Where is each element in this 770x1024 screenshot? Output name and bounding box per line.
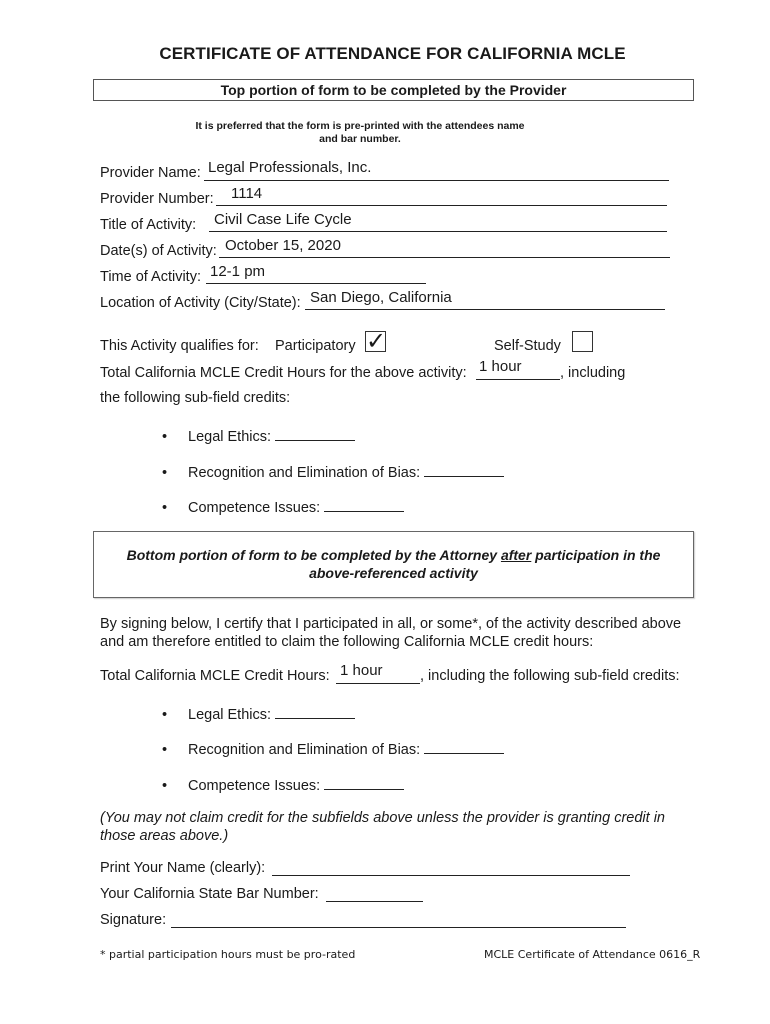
bar-number-label: Your California State Bar Number: xyxy=(100,886,319,902)
attorney-subfield-bias: • Recognition and Elimination of Bias: xyxy=(162,739,504,758)
subfield-intro: the following sub-field credits: xyxy=(100,390,291,406)
attorney-subfield-competence: • Competence Issues: xyxy=(162,775,404,794)
total-hours-label: Total California MCLE Credit Hours for the above activity: xyxy=(100,365,467,381)
provider-section-header: Top portion of form to be completed by the Provider xyxy=(220,82,567,98)
self-study-label: Self-Study xyxy=(494,338,561,354)
provider-name-value: Legal Professionals, Inc. xyxy=(208,159,372,176)
certify-line2: and am therefore entitled to claim the following California MCLE credit hours: xyxy=(100,634,594,650)
including-text: , including xyxy=(560,365,626,381)
footer-note: * partial participation hours must be pro-rated xyxy=(100,948,356,961)
participatory-label: Participatory xyxy=(275,338,356,354)
activity-time-label: Time of Activity: xyxy=(100,269,201,285)
activity-time-value: 12-1 pm xyxy=(210,263,266,280)
activity-dates-line[interactable] xyxy=(219,257,670,258)
activity-title-line[interactable] xyxy=(209,231,667,232)
preference-note xyxy=(150,120,570,146)
qualifies-label: This Activity qualifies for: xyxy=(100,338,259,354)
provider-number-value: 1114 xyxy=(231,185,263,202)
activity-location-value: San Diego, California xyxy=(310,289,452,306)
total-hours-line[interactable] xyxy=(476,379,560,380)
preference-note-line1: It is preferred that the form is pre-printed with the attendees name xyxy=(195,120,525,132)
attorney-total-hours-value: 1 hour xyxy=(340,662,383,679)
subfield-line[interactable] xyxy=(424,739,504,754)
self-study-checkbox[interactable] xyxy=(572,331,593,352)
activity-dates-value: October 15, 2020 xyxy=(225,237,341,254)
activity-location-label: Location of Activity (City/State): xyxy=(100,295,301,311)
subfield-label: Recognition and Elimination of Bias: xyxy=(188,465,421,481)
subfield-competence: • Competence Issues: xyxy=(162,497,404,516)
subfield-label: Recognition and Elimination of Bias: xyxy=(188,742,421,758)
certify-paragraph xyxy=(100,615,681,651)
header-text-line2: above-referenced activity xyxy=(309,565,478,581)
provider-number-label: Provider Number: xyxy=(100,191,214,207)
subfield-line[interactable] xyxy=(275,426,355,441)
activity-dates-label: Date(s) of Activity: xyxy=(100,243,217,259)
provider-name-line[interactable] xyxy=(204,180,669,181)
subfield-line[interactable] xyxy=(275,704,355,719)
header-text-part2: participation in the xyxy=(531,547,661,563)
attorney-subfield-legal-ethics: • Legal Ethics: xyxy=(162,704,355,723)
subfield-note-line1: (You may not claim credit for the subfields above unless the provider is granting credit in xyxy=(100,810,665,826)
subfield-label: Legal Ethics: xyxy=(188,707,272,723)
subfield-note-line2: those areas above.) xyxy=(100,828,229,844)
attorney-including-text: , including the following sub-field credits: xyxy=(420,668,680,684)
attorney-section-header xyxy=(94,532,693,582)
activity-title-label: Title of Activity: xyxy=(100,217,197,233)
subfield-bias: • Recognition and Elimination of Bias: xyxy=(162,462,504,481)
activity-title-value: Civil Case Life Cycle xyxy=(214,211,352,228)
activity-location-line[interactable] xyxy=(305,309,665,310)
preference-note-line2: and bar number. xyxy=(319,133,401,145)
certify-line1: By signing below, I certify that I participated in all, or some*, of the activity described above xyxy=(100,616,682,632)
subfield-label: Legal Ethics: xyxy=(188,429,272,445)
provider-section-header-box xyxy=(93,79,694,101)
signature-label: Signature: xyxy=(100,912,167,928)
participatory-checkbox[interactable] xyxy=(365,328,387,355)
form-version: MCLE Certificate of Attendance 0616_R xyxy=(484,948,701,961)
activity-time-line[interactable] xyxy=(206,283,426,284)
print-name-label: Print Your Name (clearly): xyxy=(100,860,266,876)
subfield-label: Competence Issues: xyxy=(188,778,321,794)
total-hours-value: 1 hour xyxy=(479,358,522,375)
subfield-line[interactable] xyxy=(424,462,504,477)
attorney-section-header-box xyxy=(93,531,694,598)
bar-number-line[interactable] xyxy=(326,901,423,902)
attorney-total-hours-label: Total California MCLE Credit Hours: xyxy=(100,668,330,684)
subfield-label: Competence Issues: xyxy=(188,500,321,516)
header-text-part1: Bottom portion of form to be completed by the Attorney xyxy=(126,547,501,563)
attorney-total-hours-line[interactable] xyxy=(336,683,420,684)
signature-line[interactable] xyxy=(171,927,626,928)
header-emphasis: after xyxy=(500,547,532,563)
subfield-note xyxy=(100,809,665,845)
subfield-line[interactable] xyxy=(324,775,404,790)
subfield-legal-ethics: • Legal Ethics: xyxy=(162,426,355,445)
provider-name-label: Provider Name: xyxy=(100,165,201,181)
page-title: CERTIFICATE OF ATTENDANCE FOR CALIFORNIA MCLE xyxy=(159,44,626,63)
subfield-line[interactable] xyxy=(324,497,404,512)
check-mark-icon: ✓ xyxy=(366,328,387,355)
print-name-line[interactable] xyxy=(272,875,630,876)
provider-number-line[interactable] xyxy=(216,205,667,206)
